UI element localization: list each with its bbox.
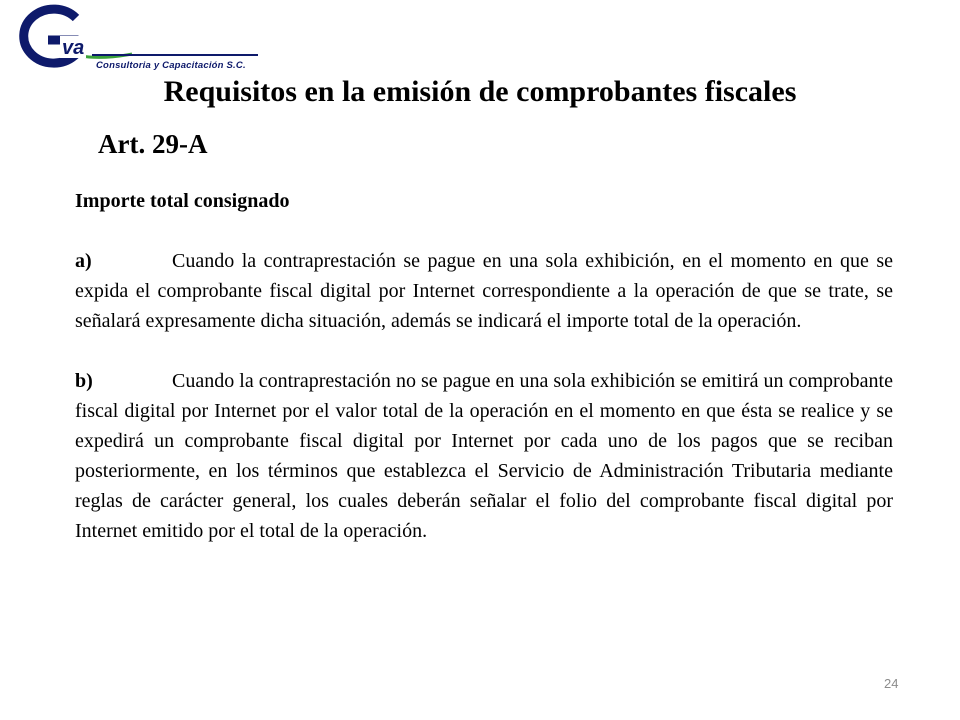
section-heading: Importe total consignado	[75, 190, 290, 212]
paragraph-a-text: Cuando la contraprestación se pague en una sola exhibición, en el momento en que se expida el comprobante fiscal digital por Internet correspondiente a la operación de que se trate, se señalará expresamente dicha situación, además se indicará el importe total de la operación.	[75, 250, 893, 332]
paragraph-b-text: Cuando la contraprestación no se pague en una sola exhibición se emitirá un comprobante fiscal digital por Internet por el valor total de la operación en el momento en que ésta se realice y se expedirá un comprobante fiscal digital por Internet por cada uno de los pagos que se reciban posteriormente, en los términos que establezca el Servicio de Administración Tributaria mediante reglas de carácter general, los cuales deberán señalar el folio del comprobante fiscal digital por Internet emitido por el total de la operación.	[75, 370, 893, 542]
paragraph-b	[75, 366, 893, 546]
paragraph-a	[75, 246, 893, 336]
paragraph-b-label: b)	[75, 370, 93, 392]
logo-letters: va	[62, 37, 85, 59]
page-number: 24	[884, 676, 899, 691]
slide-title-text: Requisitos en la emisión de comprobantes fiscales	[163, 75, 797, 108]
company-logo	[4, 4, 264, 74]
slide-body	[75, 186, 893, 576]
paragraph-a-label: a)	[75, 250, 92, 272]
slide-subtitle: Art. 29-A	[98, 129, 208, 159]
slide-title	[0, 72, 960, 112]
logo-tagline: Consultoria y Capacitación S.C.	[96, 60, 246, 71]
